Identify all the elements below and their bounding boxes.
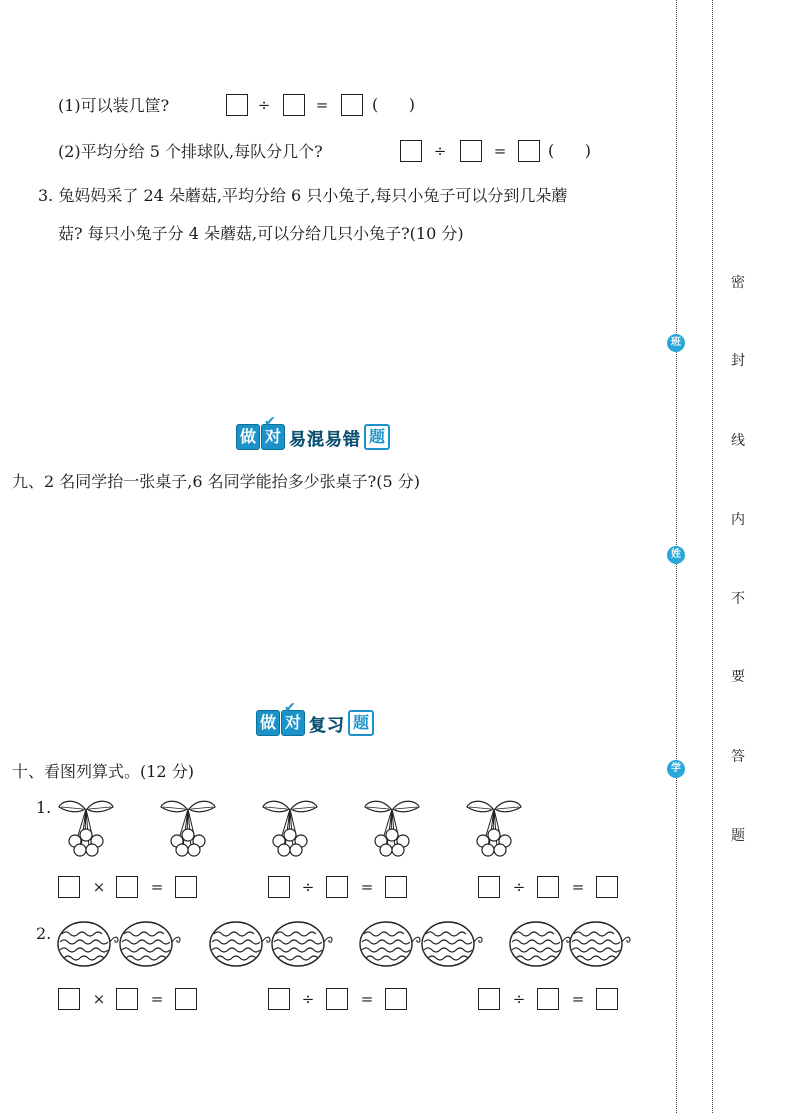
answer-box[interactable] [326, 988, 348, 1010]
equals-sign: = [150, 878, 164, 896]
seal-char: 不 [731, 591, 745, 607]
cherry-icon [365, 801, 419, 856]
equals-sign: = [360, 990, 374, 1008]
watermelon-icon [570, 922, 630, 966]
q3-text-line1: 3. 兔妈妈采了 24 朵蘑菇,平均分给 6 只小兔子,每只小兔子可以分到几朵蘑 [38, 186, 568, 205]
answer-box[interactable] [596, 988, 618, 1010]
cherry-icon [161, 801, 215, 856]
cherry-icon [263, 801, 317, 856]
divide-sign: ÷ [257, 96, 271, 114]
answer-box[interactable] [518, 140, 540, 162]
answer-box[interactable] [460, 140, 482, 162]
section-banner-review [256, 700, 374, 738]
checkmark-icon: ✔ [284, 700, 296, 716]
equals-sign: = [315, 96, 329, 114]
banner-chip: 做 [236, 424, 260, 450]
q10-title: 十、看图列算式。(12 分) [12, 762, 194, 781]
banner-chip-end: 题 [364, 424, 390, 450]
answer-box[interactable] [537, 988, 559, 1010]
cherry-picture-row [55, 795, 535, 859]
watermelon-icon [58, 922, 118, 966]
answer-box[interactable] [58, 988, 80, 1010]
seal-char: 封 [731, 353, 745, 369]
unit-blank[interactable]: ( ) [372, 95, 415, 114]
equals-sign: = [360, 878, 374, 896]
divide-sign: ÷ [433, 142, 447, 160]
answer-box[interactable] [58, 876, 80, 898]
answer-box[interactable] [537, 876, 559, 898]
q9-text: 九、2 名同学抬一张桌子,6 名同学能抬多少张桌子?(5 分) [12, 472, 420, 491]
answer-box[interactable] [268, 876, 290, 898]
divide-sign: ÷ [301, 878, 315, 896]
answer-box[interactable] [175, 876, 197, 898]
divide-sign: ÷ [512, 878, 526, 896]
item-number: 2. [36, 924, 52, 943]
answer-box[interactable] [268, 988, 290, 1010]
seal-char: 密 [731, 275, 745, 291]
answer-box[interactable] [116, 988, 138, 1010]
checkmark-icon: ✔ [264, 414, 276, 430]
equals-sign: = [493, 142, 507, 160]
answer-box[interactable] [283, 94, 305, 116]
q8-sub1-label: (1)可以装几筐? [58, 96, 170, 115]
answer-box[interactable] [596, 876, 618, 898]
watermelon-icon [360, 922, 420, 966]
item-number: 1. [36, 798, 52, 817]
watermelon-icon [120, 922, 180, 966]
divide-sign: ÷ [512, 990, 526, 1008]
q8-sub2-label: (2)平均分给 5 个排球队,每队分几个? [58, 142, 323, 161]
banner-chip-end: 题 [348, 710, 374, 736]
watermelon-icon [422, 922, 482, 966]
student-id-badge: 学 [667, 760, 685, 778]
cherry-icon [467, 801, 521, 856]
answer-box[interactable] [116, 876, 138, 898]
banner-chip: 做 [256, 710, 280, 736]
banner-chip: 对 [281, 710, 305, 736]
name-badge: 姓 [667, 546, 685, 564]
equals-sign: = [150, 990, 164, 1008]
cut-line-outer [712, 0, 713, 1113]
answer-box[interactable] [326, 876, 348, 898]
answer-box[interactable] [385, 988, 407, 1010]
watermelon-picture-row [56, 916, 636, 972]
unit-blank[interactable]: ( ) [548, 141, 591, 160]
equals-sign: = [571, 878, 585, 896]
seal-char: 要 [731, 669, 745, 685]
cherry-icon [59, 801, 113, 856]
watermelon-icon [272, 922, 332, 966]
q3-text-line2: 菇? 每只小兔子分 4 朵蘑菇,可以分给几只小兔子?(10 分) [58, 224, 464, 243]
answer-box[interactable] [478, 988, 500, 1010]
seal-char: 答 [731, 749, 745, 765]
seal-char: 题 [731, 828, 745, 844]
multiply-sign: × [92, 990, 106, 1008]
multiply-sign: × [92, 878, 106, 896]
banner-chip: 对 [261, 424, 285, 450]
equals-sign: = [571, 990, 585, 1008]
divide-sign: ÷ [301, 990, 315, 1008]
seal-char: 线 [731, 433, 745, 449]
answer-box[interactable] [341, 94, 363, 116]
answer-box[interactable] [385, 876, 407, 898]
banner-title: 易混易错 [289, 429, 362, 450]
banner-title: 复习 [309, 715, 346, 736]
answer-box[interactable] [478, 876, 500, 898]
answer-box[interactable] [226, 94, 248, 116]
seal-char: 内 [731, 512, 745, 528]
watermelon-icon [510, 922, 570, 966]
section-banner-easy-mistakes [236, 414, 390, 452]
answer-box[interactable] [175, 988, 197, 1010]
answer-box[interactable] [400, 140, 422, 162]
class-badge: 班 [667, 334, 685, 352]
watermelon-icon [210, 922, 270, 966]
